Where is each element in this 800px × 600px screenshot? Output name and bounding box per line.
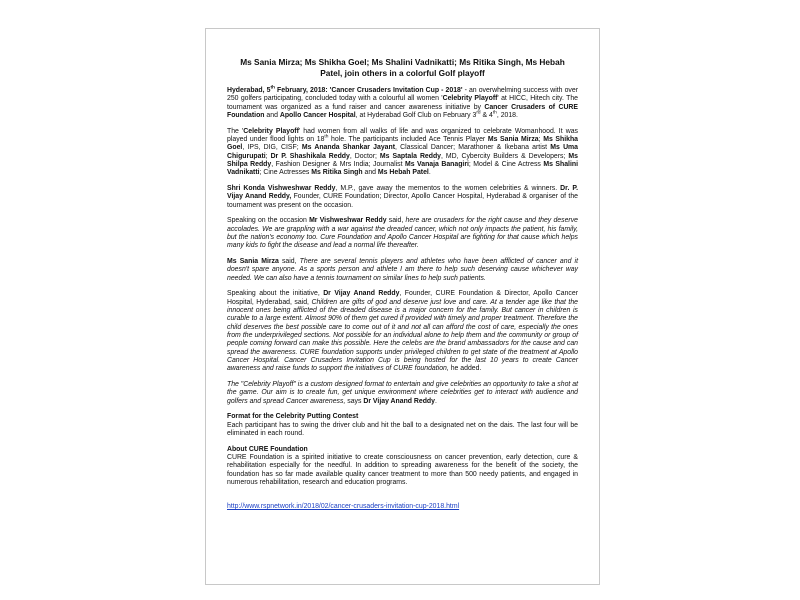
text-run: rd — [476, 110, 481, 116]
paragraph-sania-quote — [227, 258, 578, 283]
text-run: Cancer Crusaders of CURE Foundation — [227, 103, 578, 119]
text-run: Ms Shikha Goel — [227, 135, 578, 152]
text-run: he added. — [448, 365, 482, 373]
text-run: Celebrity Playoff — [243, 127, 299, 135]
text-run: Ms Sania Mirza — [227, 258, 279, 266]
text-run: Dr. P. Vijay Anand Reddy, — [227, 184, 578, 201]
paragraph-vishweshwar-quote — [227, 217, 578, 250]
text-run: Ms Hebah Patel — [377, 169, 429, 177]
text-run: 'Cancer Crusaders Invitation Cup - 2018' — [329, 87, 463, 94]
text-run: The ' — [227, 127, 244, 135]
text-run: and — [362, 169, 378, 177]
document-page — [205, 28, 600, 585]
paragraph-celebrity-format — [227, 381, 578, 406]
text-run: , IPS, DIG, CISF; — [242, 144, 302, 152]
about-body: CURE Foundation is a spirited initiative to create consciousness on cancer prevention, early detection, cure & rehabilitation especially for the needful. In addition to spreading awareness for the benefit of the society, the foundation has so far made available quality cancer treatment to more than 500 needy patients, and engaged in numerous rehabilitation, research and education programs. — [227, 453, 578, 486]
text-run: ' at HICC, Hitech city. The tournament was organized as a fund raiser and cancer awareness initiative by — [227, 95, 578, 111]
text-run: Shri Konda Vishweshwar Reddy — [227, 184, 336, 192]
text-run: says — [345, 397, 364, 405]
text-run: Hyderabad, 5 — [227, 87, 271, 94]
text-run: Celebrity Playoff — [442, 95, 498, 103]
text-run: Ms Ananda Shankar Jayant — [301, 144, 396, 152]
text-run: & 4 — [480, 111, 493, 119]
text-run: , Fashion Designer & Mrs India; Journalist — [271, 160, 405, 168]
paragraph-mementos — [227, 185, 578, 210]
text-run: , M.P., gave away the mementos to the women celebrities & winners. — [335, 184, 561, 192]
text-run: . — [428, 169, 431, 177]
format-body: Each participant has to swing the driver club and hit the ball to a designated net on the dais. The last four will be eliminated in each round. — [227, 421, 578, 437]
text-run: th — [270, 85, 275, 91]
about-heading: About CURE Foundation — [227, 445, 308, 453]
text-run: Ms Shilpa Reddy — [227, 152, 578, 168]
paragraph-vijay-quote — [227, 290, 578, 373]
text-run: Speaking about the initiative, — [227, 290, 324, 298]
text-run: , Founder, CURE Foundation & Director, Apollo Cancer Hospital, Hyderabad, said, — [227, 290, 578, 306]
text-run: Ms Uma Chigurupati — [227, 144, 578, 160]
text-run: Dr Vijay Anand Reddy — [363, 397, 435, 405]
text-run: Founder, CURE Foundation; Director, Apollo Cancer Hospital, Hyderabad & organiser of the tournament was present on the occasion. — [227, 193, 578, 209]
text-run: The "Celebrity Playoff" is a custom designed format to entertain and give celebrities an opportunity to take a shot at the game. Our aim is to create fun, get unique environment where celebrities get to interact with audience and golfers and spread Cancer awareness, — [227, 380, 578, 405]
text-run: ; Cine Actresses — [259, 169, 312, 177]
text-run: Speaking on the occasion — [227, 217, 310, 225]
text-run: said, — [386, 217, 406, 225]
text-run: , Doctor; — [349, 152, 380, 160]
text-run: Ms Shalini Vadnikatti — [227, 160, 578, 177]
text-run: Ms Vanaja Banagiri — [404, 160, 469, 168]
text-run: Children are gifts of god and deserve just love and care. At a tender age like that the innocent ones being afflicted of the dreaded disease is a major concern for the family. But cancer in children is curable to a large extent. Almost 90% of them get cured if provided with timely and proper treatment. Therefore the child deserves the best possible care to come out of it and not all can afford the cost of care, especially the ones from the underprivileged sections. Not possible for an individual alone to help them and the community or group of people coming forward can make this possible. Here the celebs are the brand ambassadors for the cause and can spread the awareness. CURE foundation supports under privileged children to get state of the treatment at Apollo Cancer Hospital. Cancer Crusaders Invitation Cup is being hosted for the last 10 years to create Cancer awareness and raise funds to support the initiatives of CURE foundation, — [227, 298, 579, 373]
source-link[interactable]: http://www.rspnetwork.in/2018/02/cancer-crusaders-invitation-cup-2018.html — [227, 503, 460, 511]
text-run: , Classical Dancer; Marathoner & Ikebana artist — [395, 144, 551, 152]
text-run: said, — [278, 258, 300, 266]
text-run: Ms Saptala Reddy — [379, 152, 442, 160]
text-run: Ms Sania Mirza — [487, 135, 539, 143]
text-run: Dr Vijay Anand Reddy — [323, 290, 400, 298]
text-run: Apollo Cancer Hospital — [279, 111, 356, 119]
text-run: , 2018. — [496, 111, 518, 119]
text-run: th — [492, 110, 497, 116]
text-run: ; — [538, 135, 544, 143]
text-run: here are crusaders for the right cause and they deserve accolades. We are grappling with a war against the dreaded cancer, which not only impacts the patient, his family, but the nation's economy too. Cure Foundation and Apollo Cancer Hospital are fighting for that cause which helps many kids to fight the disease and lead a normal life thereafter. — [227, 217, 578, 250]
text-run: Ms Ritika Singh — [311, 169, 363, 177]
paragraph-celebrity-playoff — [227, 128, 578, 178]
text-run: and — [264, 111, 280, 119]
text-run: ' had women from all walks of life and was organized to celebrate Womanhood. It was played under flood lights on 18 — [227, 127, 578, 143]
text-run: . — [434, 397, 437, 405]
text-run: , MD, Cybercity Builders & Developers; — [441, 152, 569, 160]
paragraph-intro — [227, 87, 578, 120]
text-run: - an overwhelming success with over 250 golfers participating, concluded today with a colourful all women ' — [227, 87, 578, 103]
text-run: Mr Vishweshwar Reddy — [309, 217, 387, 225]
text-run: ; Model & Cine Actress — [468, 160, 544, 168]
text-run: , at Hyderabad Golf Club on February 3 — [355, 111, 477, 119]
article-body — [227, 57, 578, 511]
text-run: th — [324, 134, 329, 140]
headline: Ms Sania Mirza; Ms Shikha Goel; Ms Shalini Vadnikatti; Ms Ritika Singh, Ms Hebah Patel, join others in a colorful Golf playoff — [240, 57, 565, 78]
text-run: Dr P. Shashikala Reddy — [270, 152, 350, 160]
format-heading: Format for the Celebrity Putting Contest — [227, 413, 359, 421]
text-run: ; — [265, 152, 271, 160]
text-run: There are several tennis players and athletes who have been afflicted of cancer and it doesn't spare anyone. As a sports person and athlete I am there to help such deserving cause whichever way needed. We can also have a tennis tournament on similar lines to help such patients. — [227, 258, 578, 282]
text-run: February, 2018: — [274, 87, 330, 94]
text-run: hole. The participants included Ace Tennis Player — [328, 135, 488, 143]
